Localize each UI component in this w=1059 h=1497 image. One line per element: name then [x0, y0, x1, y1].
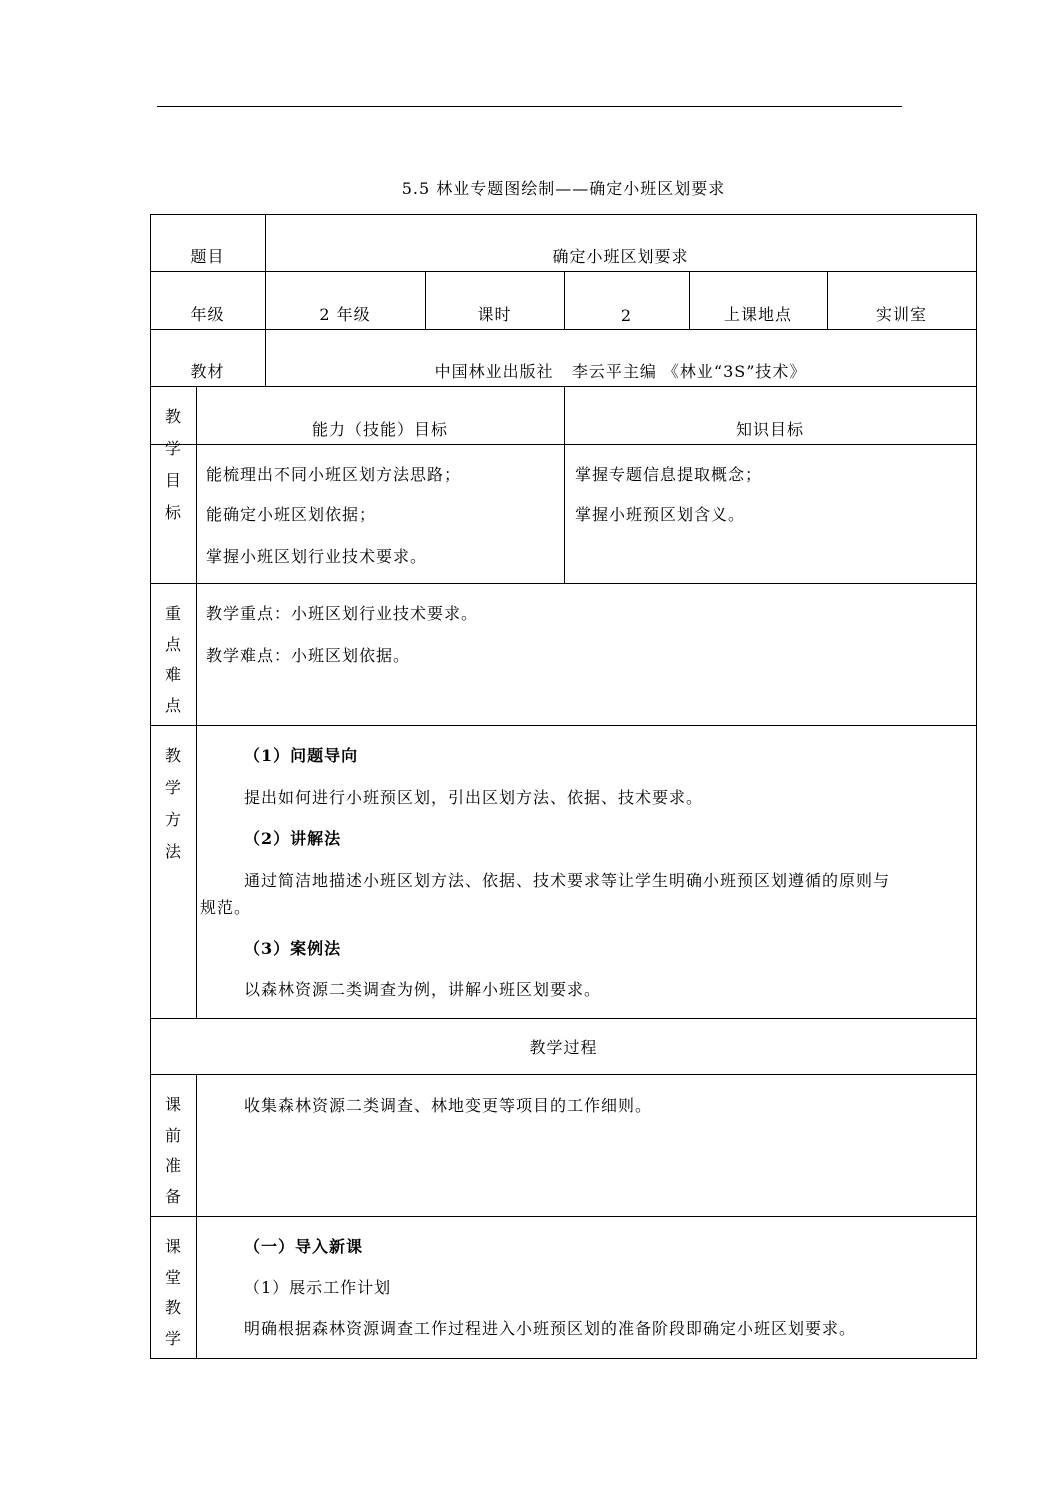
- keypoints-label: 重 点 难 点: [164, 604, 181, 715]
- sub-title: （1）展示工作计划: [244, 1278, 392, 1297]
- textbook-label: 教材: [190, 362, 225, 381]
- section-text: 明确根据森林资源调查工作过程进入小班预区划的准备阶段即确定小班区划要求。: [244, 1319, 857, 1338]
- objectives-label: 教 学 目 标: [164, 407, 181, 522]
- document-title: 5.5 林业专题图绘制——确定小班区划要求: [401, 179, 726, 198]
- location-label: 上课地点: [723, 305, 792, 324]
- method-3-title: （3）案例法: [244, 939, 342, 958]
- ability-objectives-list: [206, 462, 556, 567]
- topic-label: 题目: [190, 247, 225, 266]
- ability-objectives-header: 能力（技能）目标: [311, 420, 448, 439]
- difficult-point: 教学难点：小班区划依据。: [206, 646, 411, 665]
- methods-content: [200, 743, 970, 1000]
- hours-label: 课时: [477, 305, 512, 324]
- classroom-label: 课 堂 教 学: [164, 1237, 181, 1348]
- method-3-text: 以森林资源二类调查为例，讲解小班区划要求。: [244, 980, 602, 999]
- header-rule: [157, 106, 902, 107]
- classroom-content: [244, 1234, 969, 1339]
- key-point: 教学重点：小班区划行业技术要求。: [206, 604, 479, 623]
- list-item: 掌握小班预区划含义。: [575, 505, 746, 524]
- list-item: 掌握专题信息提取概念；: [575, 465, 763, 484]
- preparation-text: 收集森林资源二类调查、林地变更等项目的工作细则。: [244, 1096, 653, 1115]
- method-2-text-line1: 通过简洁地描述小班区划方法、依据、技术要求等让学生明确小班预区划遵循的原则与: [244, 871, 891, 890]
- list-item: 能确定小班区划依据；: [206, 505, 377, 524]
- method-1-title: （1）问题导向: [244, 746, 359, 765]
- keypoints-list: [206, 601, 966, 666]
- method-2-text-line2: 规范。: [200, 898, 252, 917]
- knowledge-objectives-list: [575, 462, 965, 525]
- teaching-process-header: 教学过程: [529, 1037, 598, 1057]
- hours-value: 2: [620, 306, 633, 325]
- method-1-text: 提出如何进行小班预区划，引出区划方法、依据、技术要求。: [244, 788, 704, 807]
- grade-label: 年级: [190, 305, 225, 324]
- topic-value: 确定小班区划要求: [552, 247, 689, 266]
- section-title: （一）导入新课: [244, 1237, 364, 1256]
- method-2-title: （2）讲解法: [244, 829, 342, 848]
- textbook-value: 中国林业出版社 李云平主编 《林业“3S”技术》: [434, 362, 807, 381]
- preparation-label: 课 前 准 备: [164, 1095, 181, 1206]
- knowledge-objectives-header: 知识目标: [735, 420, 804, 439]
- methods-label: 教 学 方 法: [164, 746, 181, 861]
- list-item: 掌握小班区划行业技术要求。: [206, 547, 428, 566]
- list-item: 能梳理出不同小班区划方法思路；: [206, 465, 462, 484]
- location-value: 实训室: [875, 305, 927, 324]
- grade-value: 2 年级: [319, 305, 371, 324]
